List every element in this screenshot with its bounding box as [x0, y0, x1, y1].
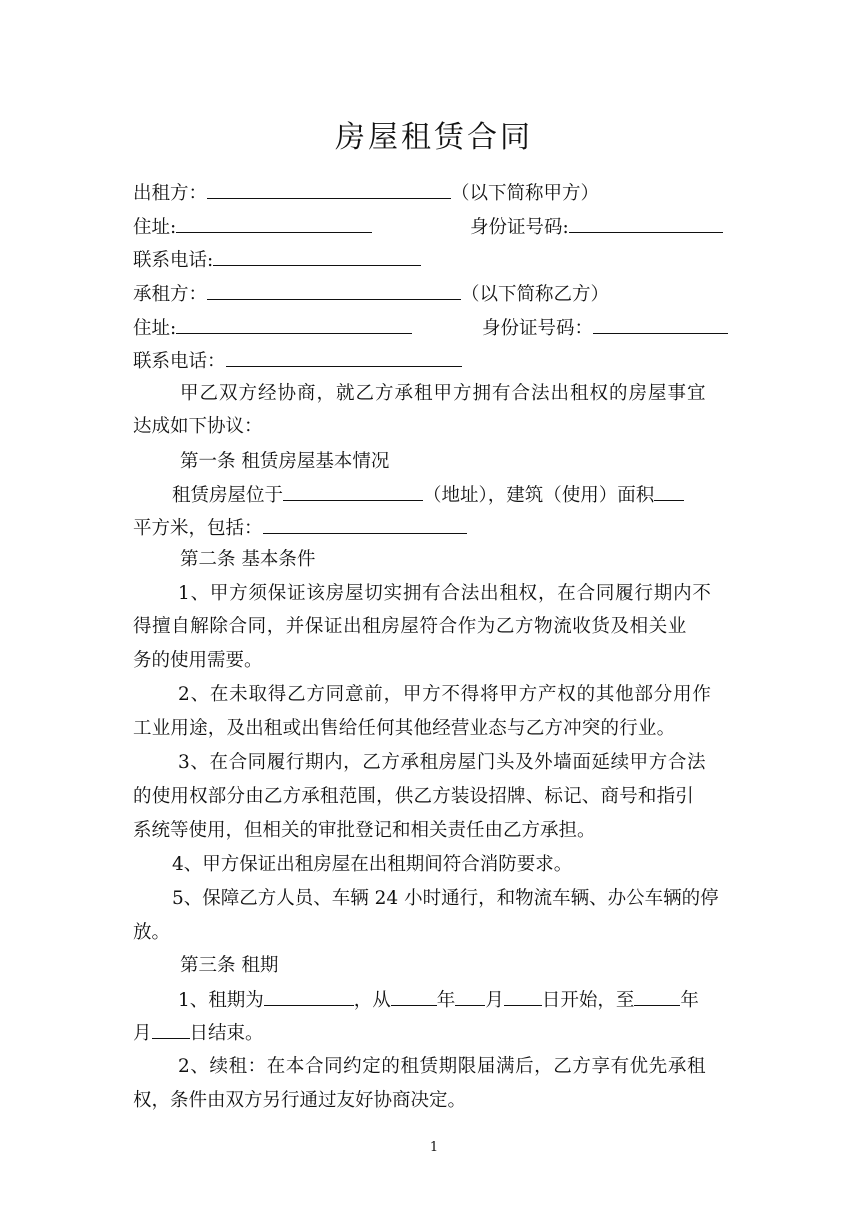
- clause-line: 放。: [133, 922, 171, 943]
- end-day-blank[interactable]: [152, 1020, 190, 1039]
- clause-line: 2、在未取得乙方同意前，甲方不得将甲方产权的其他部分用作: [178, 684, 712, 705]
- term-text: 月: [133, 1023, 152, 1044]
- address-label: 住址:: [133, 318, 177, 339]
- clause-line: 1、甲方须保证该房屋切实拥有合法出租权，在合同履行期内不: [178, 583, 712, 604]
- lessee-id-line: [482, 315, 728, 342]
- term-text: 日开始，至: [541, 990, 635, 1011]
- lessee-blank[interactable]: [207, 281, 461, 300]
- id-label: 身份证号码:: [470, 217, 569, 238]
- lessee-id-blank[interactable]: [593, 315, 728, 334]
- term-text: 日结束。: [189, 1023, 264, 1044]
- term-text: ，从: [353, 990, 391, 1011]
- location-blank[interactable]: [283, 482, 423, 501]
- lessor-phone-line: [133, 247, 421, 274]
- lessee-address-blank[interactable]: [176, 315, 412, 334]
- lessee-phone-line: [133, 348, 462, 375]
- article-heading: 第一条 租赁房屋基本情况: [180, 451, 390, 472]
- clause-line: 系统等使用，但相关的审批登记和相关责任由乙方承担。: [133, 820, 596, 841]
- end-year-blank[interactable]: [634, 987, 680, 1006]
- lessee-label: 承租方：: [133, 284, 208, 305]
- phone-label: 联系电话:: [133, 250, 214, 271]
- area-blank[interactable]: [654, 482, 684, 501]
- lessee-phone-blank[interactable]: [226, 348, 462, 367]
- clause-line: 工业用途，及出租或出售给任何其他经营业态与乙方冲突的行业。: [133, 718, 676, 739]
- document-title: 房屋租赁合同: [335, 120, 533, 155]
- clause-line: 务的使用需要。: [133, 650, 263, 671]
- article-heading: 第二条 基本条件: [180, 549, 316, 570]
- term-length-blank[interactable]: [264, 987, 354, 1006]
- includes-blank[interactable]: [263, 515, 467, 534]
- article-1-text: （地址），建筑（使用）面积: [423, 485, 655, 506]
- phone-label: 联系电话：: [133, 351, 226, 372]
- clause-line: 4、甲方保证出租房屋在出租期间符合消防要求。: [172, 854, 573, 875]
- address-label: 住址:: [133, 217, 177, 238]
- lessor-label: 出租方：: [133, 183, 208, 204]
- term-line: 2、续租：在本合同约定的租赁期限届满后，乙方享有优先承租: [178, 1056, 707, 1077]
- id-label: 身份证号码：: [482, 318, 594, 339]
- lessee-suffix: （以下简称乙方）: [461, 284, 610, 305]
- term-text: 年: [680, 990, 699, 1011]
- article-1-line: [172, 482, 684, 509]
- clause-line: 5、保障乙方人员、车辆 24 小时通行，和物流车辆、办公车辆的停: [172, 888, 719, 909]
- term-line: [133, 1020, 264, 1047]
- lessor-address-blank[interactable]: [176, 214, 372, 233]
- lessee-line: [133, 281, 609, 308]
- clause-line: 的使用权部分由乙方承租范围，供乙方装设招牌、标记、商号和指引: [133, 786, 695, 807]
- clause-line: 得擅自解除合同，并保证出租房屋符合作为乙方物流收货及相关业: [133, 616, 687, 637]
- term-text: 月: [485, 990, 504, 1011]
- lessor-line: [133, 180, 599, 207]
- term-text: 年: [436, 990, 456, 1011]
- lessor-address-line: [133, 214, 372, 241]
- lessor-id-line: [470, 214, 723, 241]
- start-month-blank[interactable]: [455, 987, 485, 1006]
- lessor-blank[interactable]: [207, 180, 451, 199]
- intro-line: 甲乙双方经协商，就乙方承租甲方拥有合法出租权的房屋事宜: [180, 383, 707, 404]
- start-day-blank[interactable]: [504, 987, 542, 1006]
- article-1-line: [133, 515, 467, 542]
- clause-line: 3、在合同履行期内，乙方承租房屋门头及外墙面延续甲方合法: [178, 752, 707, 773]
- term-text: 1、租期为: [178, 990, 264, 1011]
- article-1-text: 平方米，包括：: [133, 518, 263, 539]
- term-line: 权，条件由双方另行通过友好协商决定。: [133, 1090, 467, 1111]
- lessor-phone-blank[interactable]: [213, 247, 421, 266]
- article-1-text: 租赁房屋位于: [172, 485, 284, 506]
- article-heading: 第三条 租期: [180, 955, 279, 976]
- term-line: [178, 987, 699, 1014]
- lessee-address-line: [133, 315, 412, 342]
- page-number: 1: [429, 1140, 439, 1155]
- lessor-id-blank[interactable]: [569, 214, 723, 233]
- lessor-suffix: （以下简称甲方）: [451, 183, 600, 204]
- start-year-blank[interactable]: [391, 987, 437, 1006]
- intro-line: 达成如下协议：: [133, 416, 263, 437]
